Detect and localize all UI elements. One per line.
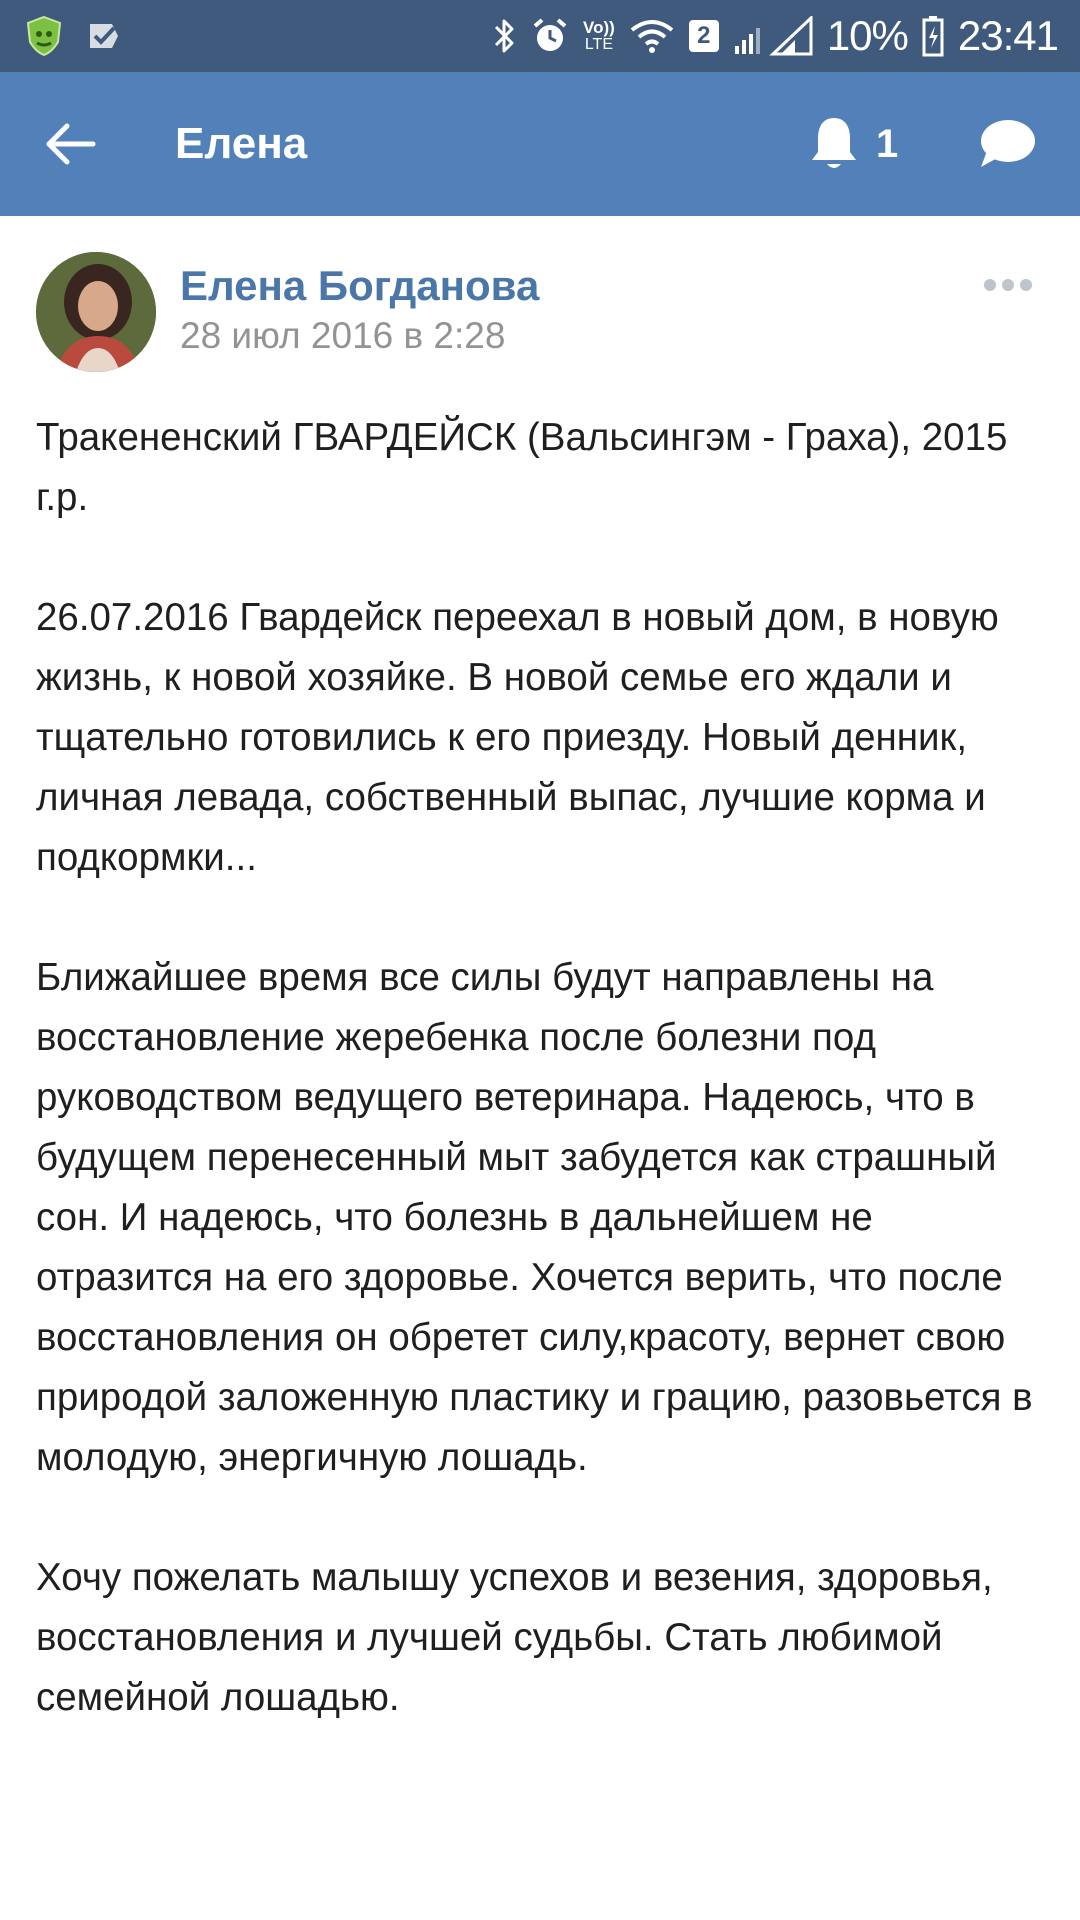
- signal-icon: [733, 16, 813, 56]
- shield-app-icon: [22, 14, 66, 58]
- bell-icon: [808, 114, 860, 174]
- notification-count: 1: [876, 121, 899, 166]
- status-bar: [0, 0, 1080, 72]
- wifi-icon: [629, 18, 675, 54]
- back-button[interactable]: [40, 116, 100, 172]
- volte-indicator: [583, 19, 615, 53]
- more-dot-icon: [984, 279, 996, 291]
- post-paragraph: 26.07.2016 Гвардейск переехал в новый дом, в новую жизнь, к новой хозяйке. В новой семье его ждали и тщательно готовились к его приезду. Новый денник, личная левада, собственный выпас, лучшие корма и подкормки...: [36, 596, 999, 879]
- sim-badge: 2: [689, 20, 719, 52]
- post-paragraph: Ближайшее время все силы будут направлены на восстановление жеребенка после болезни под руководством ведущего ветеринара. Надеюсь, что в будущем перенесенный мыт забудется как страшный сон. И надеюсь, что болезнь в дальнейшем не отразится на его здоровье. Хочется верить, что после восстановления он обретет силу,красоту, вернет свою природой заложенную пластику и грацию, разовьется в молодую, энергичную лошадь.: [36, 956, 1033, 1479]
- status-bar-right: [491, 0, 1058, 72]
- avatar-portrait: [36, 252, 156, 372]
- bluetooth-icon: [491, 16, 517, 56]
- post-date[interactable]: 28 июл 2016 в 2:28: [180, 315, 506, 356]
- app-header: [0, 72, 1080, 216]
- avatar[interactable]: [36, 252, 156, 372]
- post-text: [36, 408, 1046, 1788]
- battery-icon: [922, 15, 944, 57]
- alarm-icon: [531, 16, 569, 56]
- post-paragraph: Хочу пожелать малышу успехов и везения, здоровья, восстановления и лучшей судьбы. Стать любимой семейной лошадью.: [36, 1556, 993, 1719]
- chat-bubble-icon: [977, 117, 1037, 171]
- checkmark-app-icon: [84, 16, 124, 56]
- post-header: [0, 216, 1080, 366]
- page-title: Елена: [175, 119, 308, 168]
- clock: 23:41: [957, 12, 1058, 59]
- more-dot-icon: [1020, 279, 1032, 291]
- status-bar-left: [22, 14, 124, 58]
- back-arrow-icon: [43, 122, 97, 166]
- volte-top-label: Vo)): [583, 18, 615, 37]
- notifications-button[interactable]: [808, 112, 898, 176]
- messages-button[interactable]: [975, 116, 1039, 172]
- more-options-button[interactable]: [978, 270, 1038, 300]
- post-paragraph: Тракененский ГВАРДЕЙСК (Вальсингэм - Граха), 2015 г.р.: [36, 416, 1008, 519]
- volte-bottom-label: LTE: [584, 36, 613, 53]
- author-name[interactable]: Елена Богданова: [180, 262, 540, 309]
- battery-percent: 10%: [826, 12, 908, 59]
- more-dot-icon: [1002, 279, 1014, 291]
